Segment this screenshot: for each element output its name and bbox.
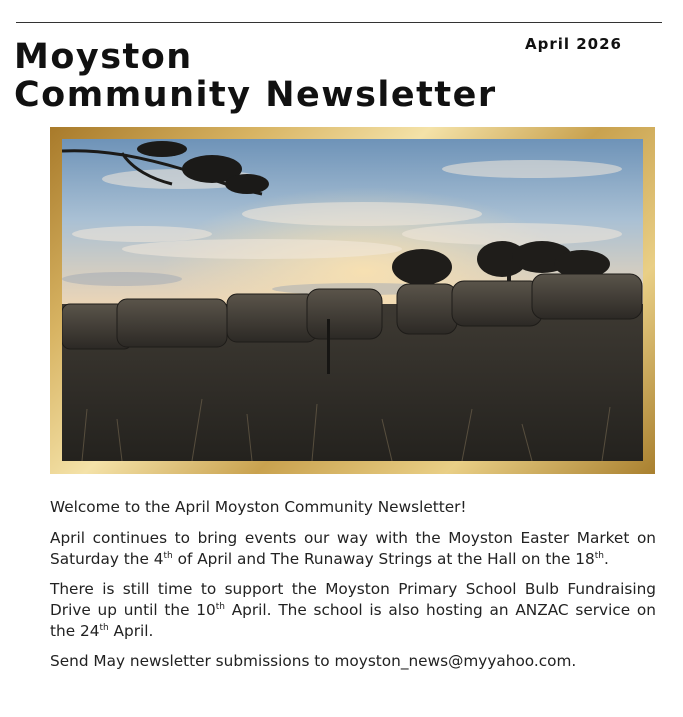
article-body (50, 497, 656, 681)
school-text-2: April. The school is also hosting an ANZAC service on the 24 (50, 601, 656, 640)
ordinal-suffix: th (163, 550, 173, 561)
photo-frame (50, 127, 655, 474)
events-paragraph (50, 528, 656, 570)
school-text-1: There is still time to support the Moyston Primary School Bulb Fundraising Drive up until the 10 (50, 580, 656, 619)
title-line-2: Community Newsletter (14, 75, 497, 115)
events-text-1: April continues to bring events our way with the Moyston Easter Market on Saturday the 4 (50, 529, 656, 568)
events-text-2: of April and The Runaway Strings at the Hall on the 18 (172, 550, 595, 568)
hay-bales-sunset-photo (62, 139, 643, 461)
school-paragraph (50, 579, 656, 642)
ordinal-suffix: th (215, 601, 225, 612)
events-text-3: . (604, 550, 609, 568)
newsletter-title (14, 38, 497, 114)
school-text-3: April. (108, 622, 154, 640)
title-line-1: Moyston (14, 37, 193, 77)
ordinal-suffix: th (594, 550, 604, 561)
submissions-paragraph: Send May newsletter submissions to moyston_news@myyahoo.com. (50, 652, 577, 670)
issue-date: April 2026 (525, 35, 622, 53)
header-rule (16, 22, 662, 23)
welcome-paragraph: Welcome to the April Moyston Community Newsletter! (50, 498, 467, 516)
ordinal-suffix: th (99, 622, 109, 633)
